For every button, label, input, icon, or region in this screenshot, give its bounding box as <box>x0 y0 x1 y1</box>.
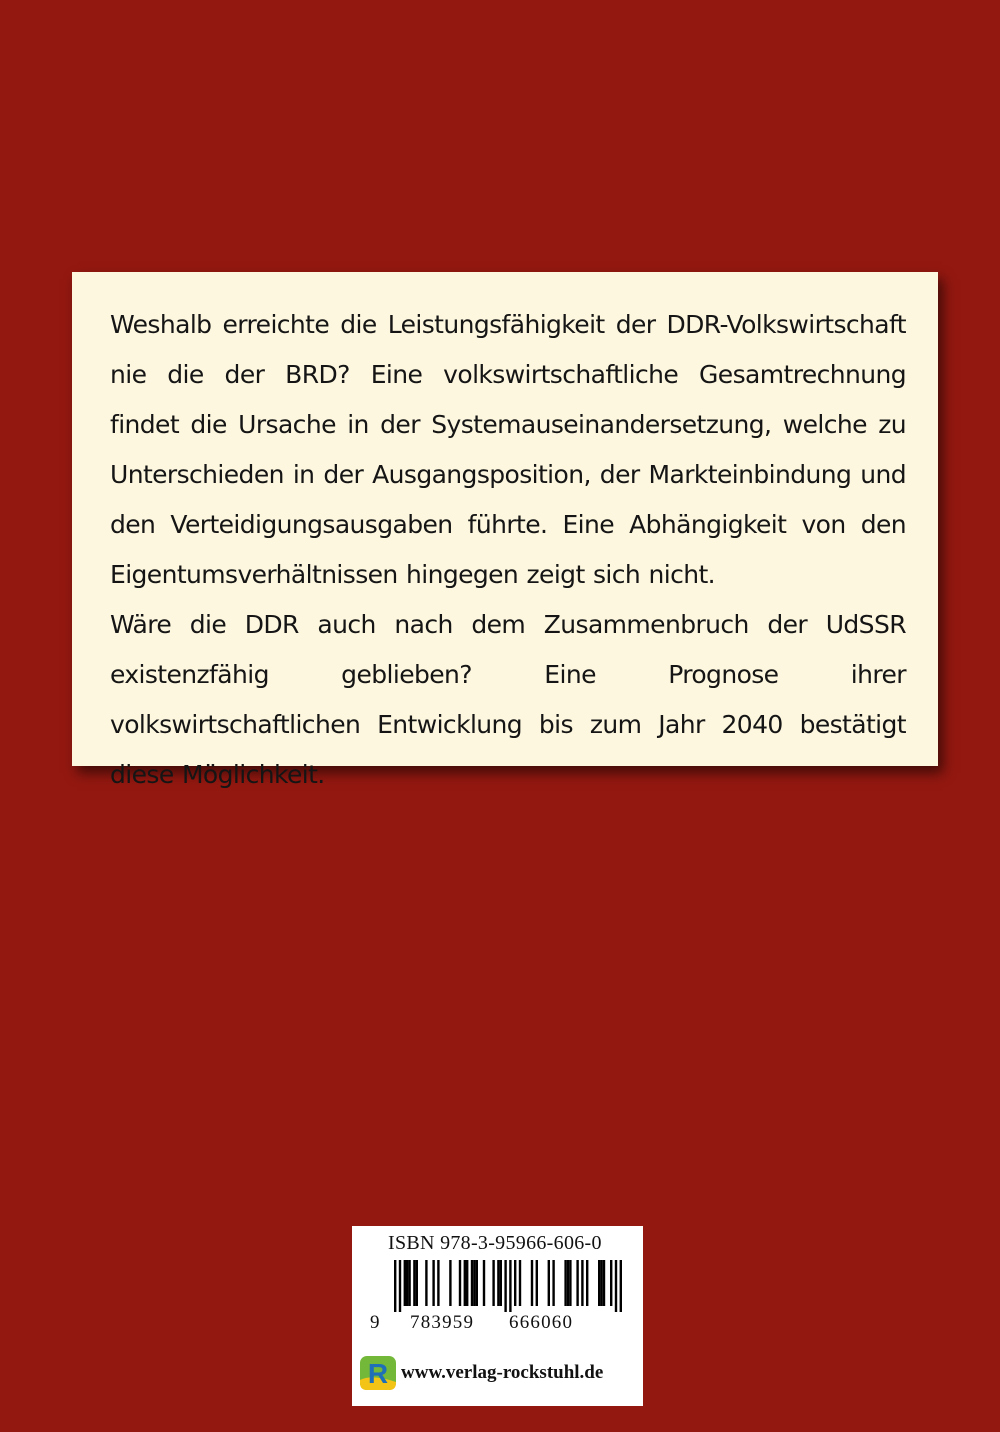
blurb-paragraph-1: Weshalb erreichte die Leistungsfähigkeit der DDR-Volkswirtschaft nie die der BRD? Eine volkswirtschaftliche Gesamtrechnung findet die Ursache in der Systemauseinandersetzung, welche zu Unterschieden in der Ausgangsposition, der Markteinbindung und den Verteidigungsausgaben führte. Eine Abhängigkeit von den Eigentumsverhältnissen hingegen zeigt sich nicht. <box>110 310 906 589</box>
barcode-bar <box>416 1260 418 1306</box>
barcode-right-digits: 666060 <box>509 1312 574 1333</box>
barcode-bar <box>531 1260 533 1306</box>
blurb-text-box <box>72 272 938 789</box>
barcode-bar <box>509 1260 511 1312</box>
blurb-paragraph-2: Wäre die DDR auch nach dem Zusammenbruch der UdSSR existenzfähig geblieben? Eine Prognose ihrer volkswirtschaftlichen Entwicklung bis zum Jahr 2040 bestätigt diese Möglichkeit. <box>110 610 906 789</box>
barcode-bar <box>504 1260 506 1312</box>
barcode-bar <box>394 1260 396 1312</box>
barcode-bar <box>569 1260 571 1306</box>
barcode-bar <box>399 1260 401 1312</box>
barcode-bar <box>552 1260 554 1306</box>
barcode-first-digit: 9 <box>370 1312 380 1333</box>
barcode-bar <box>576 1260 578 1306</box>
logo-letter: R <box>367 1358 389 1389</box>
barcode-bar <box>500 1260 502 1306</box>
barcode-bar <box>449 1260 451 1306</box>
barcode-label <box>352 1226 643 1406</box>
barcode-bar <box>413 1260 415 1306</box>
isbn-number: ISBN 978-3-95966-606-0 <box>388 1232 602 1254</box>
barcode-bar <box>567 1260 569 1306</box>
barcode-bar <box>598 1260 600 1306</box>
publisher-website[interactable]: www.verlag-rockstuhl.de <box>401 1362 604 1383</box>
barcode-bar <box>406 1260 408 1306</box>
barcode-bar <box>603 1260 605 1306</box>
barcode-bar <box>497 1260 499 1306</box>
barcode-bar <box>564 1260 566 1306</box>
barcode-bar <box>459 1260 461 1306</box>
barcode-bar <box>466 1260 468 1306</box>
barcode-bar <box>432 1260 434 1306</box>
barcode-bar <box>473 1260 475 1306</box>
barcode-bar <box>586 1260 588 1306</box>
barcode-bar <box>536 1260 538 1306</box>
barcode-bar <box>581 1260 583 1306</box>
barcode-bar <box>404 1260 406 1306</box>
barcode-bar <box>610 1260 612 1306</box>
barcode-bar <box>476 1260 478 1306</box>
rockstuhl-r-logo-icon <box>360 1356 396 1390</box>
barcode-bar <box>514 1260 516 1306</box>
barcode-left-digits: 783959 <box>410 1312 475 1333</box>
barcode-image <box>370 1260 625 1312</box>
barcode-bar <box>519 1260 521 1306</box>
barcode-bar <box>425 1260 427 1306</box>
publisher-row <box>360 1356 603 1390</box>
barcode-bar <box>464 1260 466 1306</box>
barcode-bar <box>408 1260 410 1306</box>
barcode-bar <box>483 1260 485 1306</box>
barcode-bar <box>600 1260 602 1306</box>
barcode-bar <box>615 1260 617 1312</box>
barcode-bar <box>620 1260 622 1312</box>
barcode-bar <box>548 1260 550 1306</box>
barcode-bar <box>492 1260 494 1306</box>
barcode-bar <box>437 1260 439 1306</box>
barcode-bar <box>471 1260 473 1306</box>
